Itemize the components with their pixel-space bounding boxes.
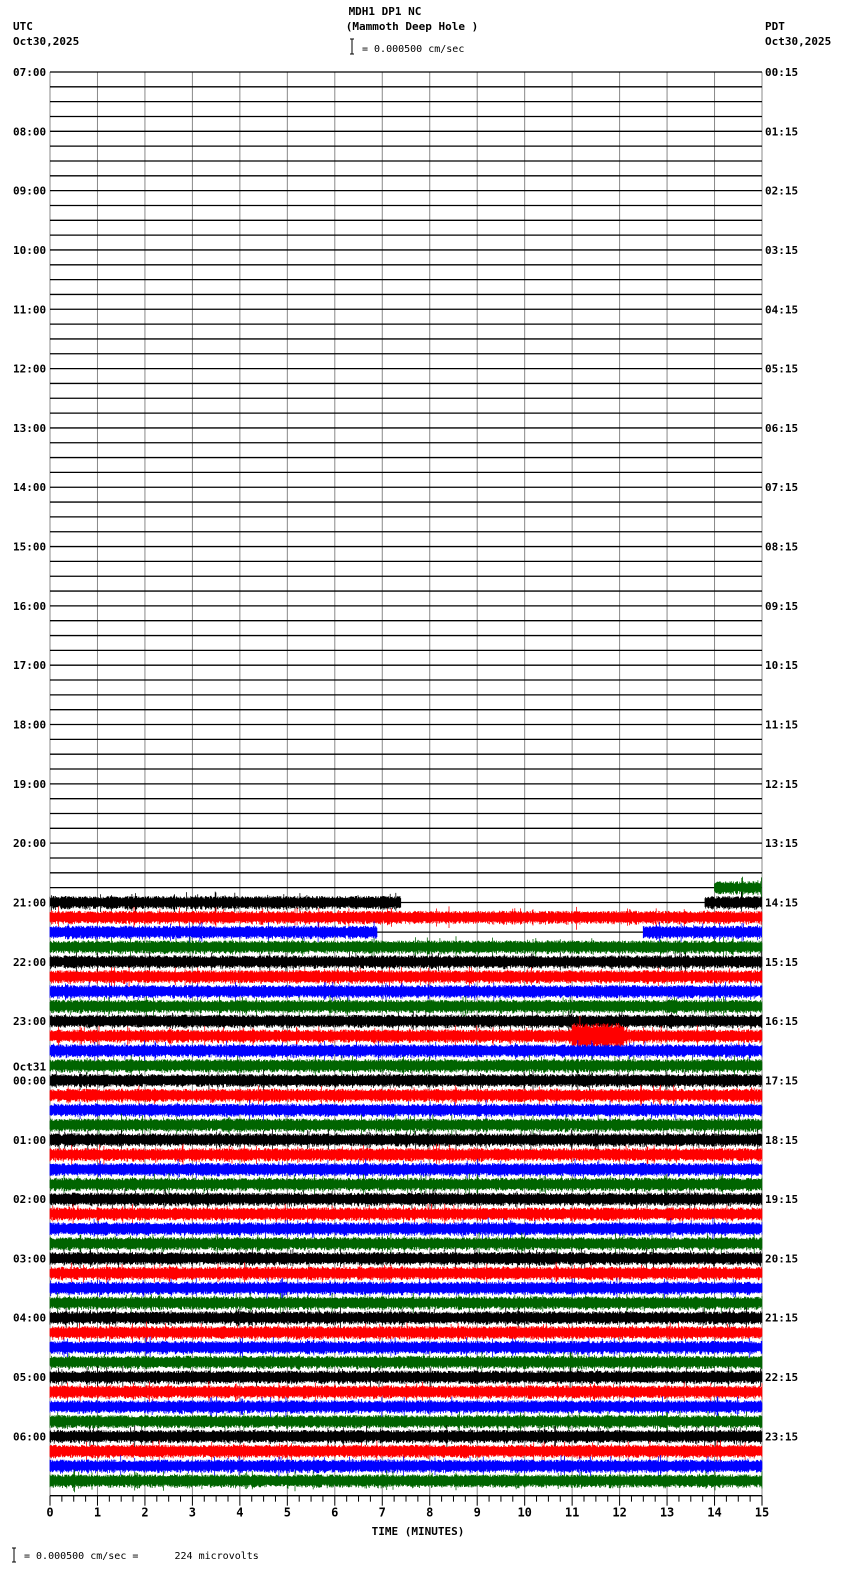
pdt-time-label: 23:15	[765, 1430, 799, 1444]
x-tick-label: 3	[188, 1505, 197, 1520]
x-tick-label: 9	[473, 1505, 481, 1520]
x-tick-label: 14	[707, 1505, 722, 1520]
seismic-trace	[50, 981, 762, 1002]
footer-scale-label: = 0.000500 cm/sec = 224 microvolts	[24, 1551, 259, 1562]
utc-time-label: 05:00	[13, 1371, 47, 1385]
seismic-trace	[643, 922, 761, 943]
pdt-time-label: 11:15	[765, 718, 799, 732]
pdt-time-label: 12:15	[765, 777, 799, 791]
utc-time-label: 12:00	[13, 362, 47, 376]
x-tick-label: 2	[141, 1505, 149, 1520]
x-tick-label: 10	[517, 1505, 532, 1520]
right-date: Oct30,2025	[765, 35, 832, 48]
pdt-time-label: 14:15	[765, 896, 799, 910]
left-timezone: UTC	[13, 20, 33, 33]
traces	[50, 877, 762, 1493]
pdt-time-label: 06:15	[765, 421, 799, 435]
station-subtitle: (Mammoth Deep Hole )	[345, 20, 479, 33]
pdt-time-label: 13:15	[765, 837, 799, 851]
seismic-trace	[50, 1322, 762, 1344]
seismic-trace	[50, 1055, 762, 1077]
seismic-trace	[50, 892, 401, 913]
seismic-trace	[50, 1248, 762, 1271]
pdt-time-label: 10:15	[765, 659, 799, 673]
utc-time-label: 02:00	[13, 1193, 47, 1207]
utc-time-label: 22:00	[13, 955, 47, 969]
footer-scale-bar-icon	[12, 1548, 16, 1562]
pdt-time-label: 17:15	[765, 1074, 799, 1088]
pdt-time-label: 16:15	[765, 1015, 799, 1029]
x-tick-label: 4	[236, 1505, 244, 1520]
x-tick-label: 6	[331, 1505, 339, 1520]
pdt-time-label: 09:15	[765, 599, 799, 613]
utc-date-label: Oct31	[13, 1060, 47, 1074]
utc-time-label: 04:00	[13, 1311, 47, 1325]
utc-time-label: 15:00	[13, 540, 47, 554]
x-tick-label: 0	[46, 1505, 54, 1520]
utc-time-label: 13:00	[13, 421, 47, 435]
utc-time-label: 08:00	[13, 125, 47, 139]
utc-time-label: 19:00	[13, 777, 47, 791]
pdt-time-label: 00:15	[765, 66, 799, 79]
x-axis-label: TIME (MINUTES)	[371, 1525, 465, 1538]
utc-time-label: 14:00	[13, 481, 47, 495]
utc-time-label: 20:00	[13, 837, 47, 851]
seismic-trace	[50, 1455, 762, 1478]
pdt-time-label: 04:15	[765, 303, 799, 317]
utc-time-label: 10:00	[13, 243, 47, 257]
pdt-time-label: 18:15	[765, 1133, 799, 1147]
utc-time-label: 01:00	[13, 1133, 47, 1147]
seismic-trace	[50, 951, 762, 973]
pdt-time-label: 21:15	[765, 1311, 799, 1325]
scale-label: = 0.000500 cm/sec	[362, 44, 465, 55]
utc-time-label: 03:00	[13, 1252, 47, 1266]
x-tick-label: 8	[426, 1505, 434, 1520]
grid	[50, 72, 762, 1496]
utc-time-label: 17:00	[13, 659, 47, 673]
pdt-time-label: 03:15	[765, 243, 799, 257]
utc-time-label: 06:00	[13, 1430, 47, 1444]
seismic-trace	[50, 1352, 762, 1374]
pdt-time-label: 08:15	[765, 540, 799, 554]
x-tick-label: 13	[659, 1505, 675, 1520]
utc-time-label: 09:00	[13, 184, 47, 198]
seismic-trace	[50, 1204, 762, 1226]
left-date: Oct30,2025	[13, 35, 80, 48]
utc-time-label: 00:00	[13, 1074, 47, 1088]
seismic-trace	[50, 936, 762, 958]
utc-time-label: 21:00	[13, 896, 47, 910]
seismic-trace	[50, 1262, 762, 1284]
seismic-trace	[50, 1411, 762, 1434]
pdt-time-label: 19:15	[765, 1193, 799, 1207]
utc-time-label: 23:00	[13, 1015, 47, 1029]
x-tick-label: 15	[754, 1505, 770, 1520]
pdt-time-label: 02:15	[765, 184, 799, 198]
seismic-trace	[50, 995, 762, 1018]
utc-time-label: 11:00	[13, 303, 47, 317]
seismic-trace	[50, 967, 762, 989]
right-timezone: PDT	[765, 20, 785, 33]
seismic-trace	[50, 1173, 762, 1196]
x-tick-label: 5	[283, 1505, 291, 1520]
pdt-time-label: 22:15	[765, 1371, 799, 1385]
seismic-trace	[50, 906, 762, 929]
x-tick-label: 11	[564, 1505, 580, 1520]
x-axis	[46, 1496, 769, 1520]
scale-bar-icon	[350, 39, 354, 54]
utc-time-label: 07:00	[13, 66, 47, 79]
pdt-time-label: 01:15	[765, 125, 799, 139]
seismic-trace	[50, 1440, 762, 1464]
seismic-trace	[50, 1011, 762, 1032]
x-tick-label: 7	[378, 1505, 386, 1520]
seismic-trace	[50, 1189, 762, 1211]
seismic-trace	[50, 1469, 762, 1492]
x-tick-label: 1	[93, 1505, 102, 1520]
pdt-time-label: 05:15	[765, 362, 799, 376]
seismic-trace	[715, 877, 762, 899]
pdt-time-label: 07:15	[765, 481, 799, 495]
seismic-trace	[50, 1085, 762, 1106]
utc-time-label: 16:00	[13, 599, 47, 613]
seismic-trace	[50, 1159, 762, 1182]
utc-time-label: 18:00	[13, 718, 47, 732]
seismic-trace	[50, 1293, 762, 1315]
pdt-time-label: 20:15	[765, 1252, 799, 1266]
x-tick-label: 12	[612, 1505, 627, 1520]
pdt-time-label: 15:15	[765, 955, 799, 969]
station-title: MDH1 DP1 NC	[348, 5, 422, 18]
